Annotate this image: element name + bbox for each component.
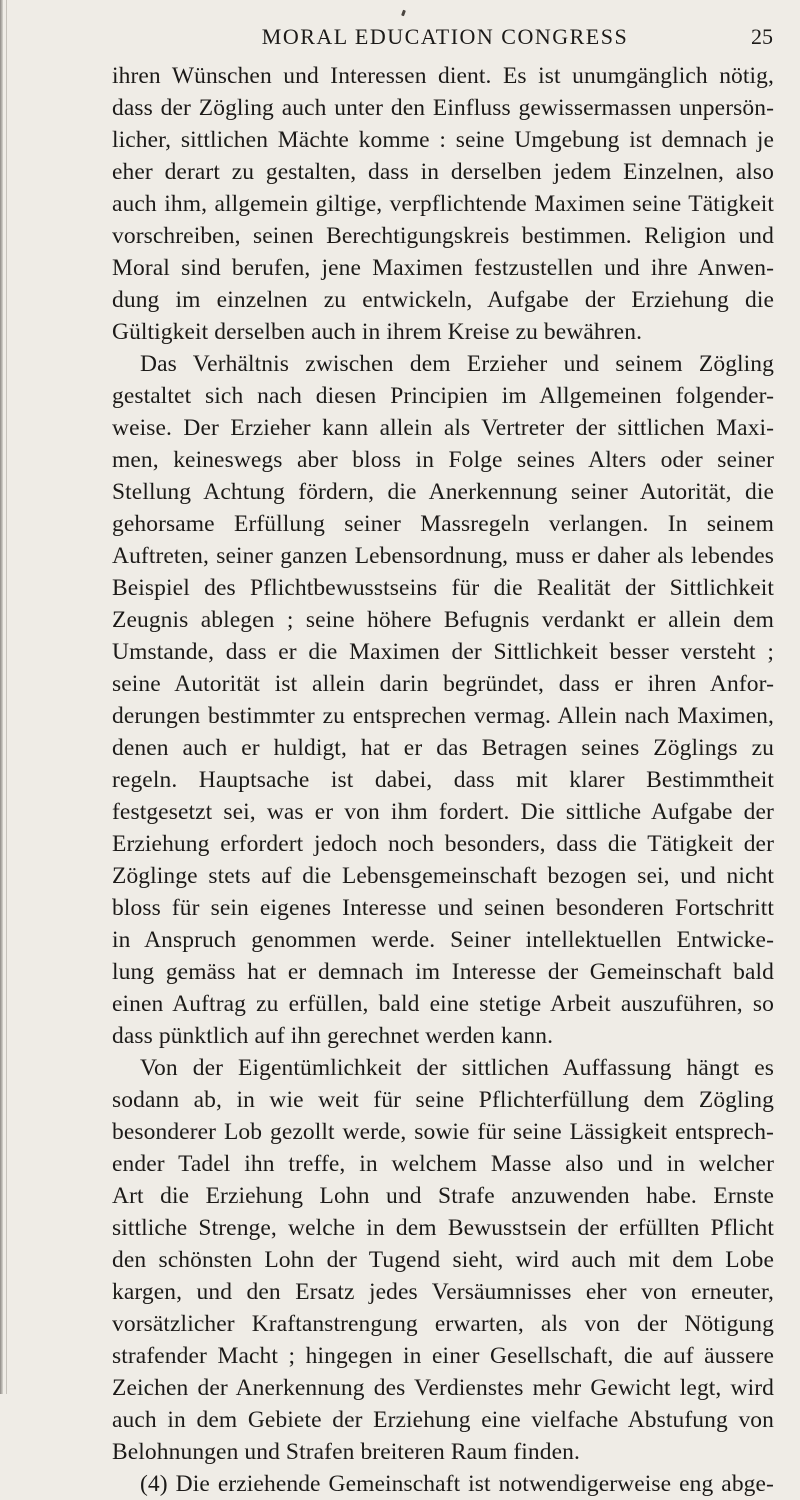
text-line: Stellung Achtung fördern, die Anerkennung seiner Autorität, die <box>112 479 774 505</box>
text-line: regeln. Hauptsache ist dabei, dass mit klarer Bestimmtheit <box>112 767 774 793</box>
text-line: weise. Der Erzieher kann allein als Vertreter der sittlichen Maxi- <box>112 415 774 441</box>
text-line: Das Verhältnis zwischen dem Erzieher und seinem Zögling <box>140 351 774 377</box>
page-gutter-line <box>6 0 7 1394</box>
text-line: sodann ab, in wie weit für seine Pflichterfüllung dem Zögling <box>112 1087 774 1113</box>
text-line: den schönsten Lohn der Tugend sieht, wird auch mit dem Lobe <box>112 1247 774 1273</box>
text-line: in Anspruch genommen werde. Seiner intellektuellen Entwicke- <box>112 927 774 953</box>
text-line: dass pünktlich auf ihn gerechnet werden kann. <box>112 1023 554 1049</box>
text-line: Moral sind berufen, jene Maximen festzustellen und ihre Anwen- <box>112 255 774 281</box>
print-speck <box>401 10 406 17</box>
text-line: sittliche Strenge, welche in dem Bewusstsein der erfüllten Pflicht <box>112 1215 774 1241</box>
text-line: denen auch er huldigt, hat er das Betragen seines Zöglings zu <box>112 735 774 761</box>
text-line: bloss für sein eigenes Interesse und seinen besonderen Fortschritt <box>112 895 774 921</box>
text-line: gestaltet sich nach diesen Principien im Allgemeinen folgender- <box>112 383 774 409</box>
text-line: besonderer Lob gezollt werde, sowie für seine Lässigkeit entsprech- <box>112 1119 774 1145</box>
running-head: MORAL EDUCATION CONGRESS <box>261 24 629 49</box>
text-line: eher derart zu gestalten, dass in derselben jedem Einzelnen, also <box>112 159 774 185</box>
text-line: Umstande, dass er die Maximen der Sittlichkeit besser versteht ; <box>112 639 774 665</box>
text-line: gehorsame Erfüllung seiner Massregeln verlangen. In seinem <box>112 511 774 537</box>
text-line: seine Autorität ist allein darin begründet, dass er ihren Anfor- <box>112 671 774 697</box>
text-line: Gültigkeit derselben auch in ihrem Kreise zu bewähren. <box>112 319 643 345</box>
text-line: Zeichen der Anerkennung des Verdienstes mehr Gewicht legt, wird <box>112 1375 774 1401</box>
text-line: (4) Die erziehende Gemeinschaft ist notwendigerweise eng abge- <box>140 1471 774 1497</box>
text-line: Art die Erziehung Lohn und Strafe anzuwenden habe. Ernste <box>112 1183 774 1209</box>
body-text <box>112 60 774 1500</box>
text-line: vorschreiben, seinen Berechtigungskreis bestimmen. Religion und <box>112 223 774 249</box>
text-line: Belohnungen und Strafen breiteren Raum finden. <box>112 1439 580 1465</box>
text-line: festgesetzt sei, was er von ihm fordert. Die sittliche Aufgabe der <box>112 799 774 825</box>
page-header <box>115 24 775 54</box>
text-line: strafender Macht ; hingegen in einer Gesellschaft, die auf äussere <box>112 1343 774 1369</box>
text-line: Auftreten, seiner ganzen Lebensordnung, muss er daher als lebendes <box>112 543 774 569</box>
text-line: dass der Zögling auch unter den Einfluss gewissermassen unpersön- <box>112 95 774 121</box>
text-line: Von der Eigentümlichkeit der sittlichen Auffassung hängt es <box>140 1055 774 1081</box>
page-number: 25 <box>751 24 773 49</box>
text-line: Zeugnis ablegen ; seine höhere Befugnis verdankt er allein dem <box>112 607 774 633</box>
text-line: licher, sittlichen Mächte komme : seine Umgebung ist demnach je <box>112 127 774 153</box>
text-line: derungen bestimmter zu entsprechen vermag. Allein nach Maximen, <box>112 703 774 729</box>
text-line: Erziehung erfordert jedoch noch besonders, dass die Tätigkeit der <box>112 831 774 857</box>
text-line: Zöglinge stets auf die Lebensgemeinschaft bezogen sei, und nicht <box>112 863 774 889</box>
text-line: dung im einzelnen zu entwickeln, Aufgabe der Erziehung die <box>112 287 774 313</box>
text-line: kargen, und den Ersatz jedes Versäumnisses eher von erneuter, <box>112 1279 774 1305</box>
page-edge-shadow <box>0 0 3 1394</box>
text-line: vorsätzlicher Kraftanstrengung erwarten, als von der Nötigung <box>112 1311 774 1337</box>
text-line: lung gemäss hat er demnach im Interesse der Gemeinschaft bald <box>112 959 774 985</box>
text-line: einen Auftrag zu erfüllen, bald eine stetige Arbeit auszuführen, so <box>112 991 774 1017</box>
text-line: auch ihm, allgemein giltige, verpflichtende Maximen seine Tätigkeit <box>112 191 774 217</box>
text-line: men, keineswegs aber bloss in Folge seines Alters oder seiner <box>112 447 774 473</box>
text-line: ender Tadel ihn treffe, in welchem Masse also und in welcher <box>112 1151 774 1177</box>
text-line: Beispiel des Pflichtbewusstseins für die Realität der Sittlichkeit <box>112 575 774 601</box>
text-line: ihren Wünschen und Interessen dient. Es ist unumgänglich nötig, <box>112 63 774 89</box>
text-line: auch in dem Gebiete der Erziehung eine vielfache Abstufung von <box>112 1407 774 1433</box>
